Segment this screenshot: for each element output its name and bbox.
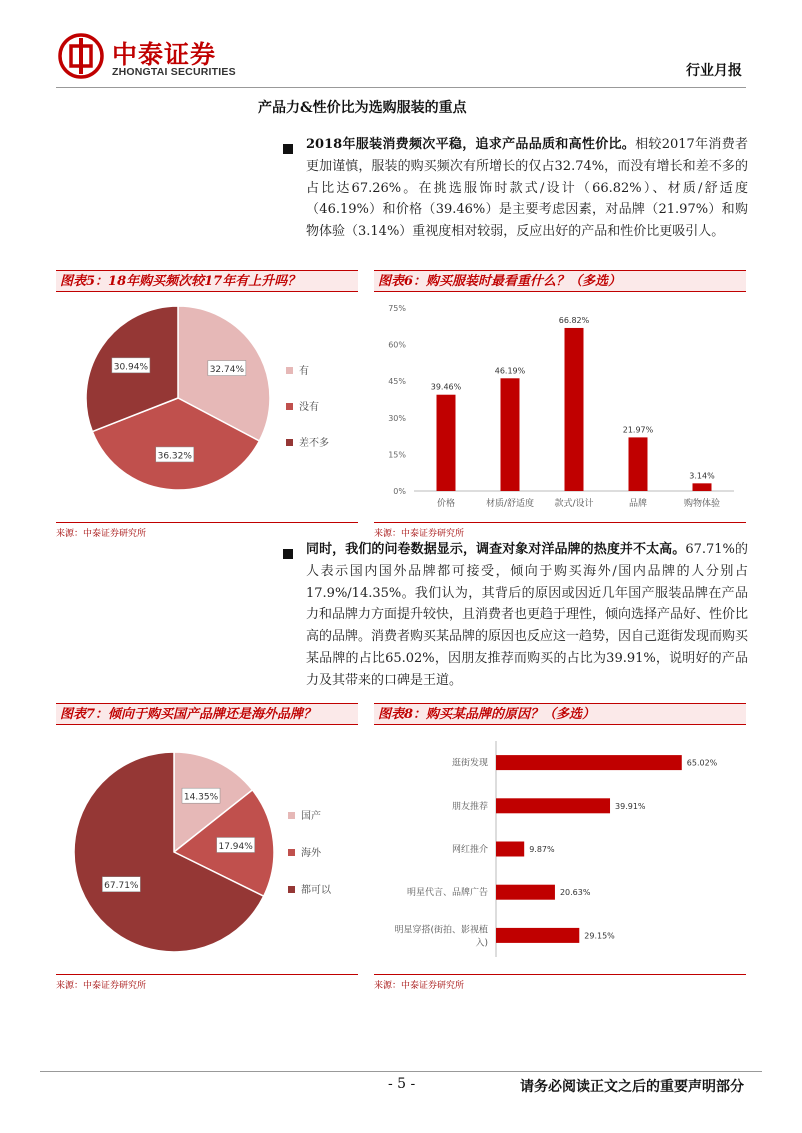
- y-category-label-line: 逛街发现: [451, 758, 488, 769]
- pie-value-label-2: 67.71%: [104, 881, 139, 892]
- paragraph-2: [306, 539, 748, 692]
- y-category-label-3: [407, 886, 488, 898]
- pie-value-label-2: 30.94%: [113, 362, 149, 373]
- disclaimer: 请务必阅读正文之后的重要声明部分: [520, 1079, 744, 1095]
- figure-7-pie-chart: [56, 729, 358, 974]
- bar-value-label-2: 66.82%: [558, 315, 590, 325]
- legend-swatch-1: [286, 403, 293, 410]
- hbar-1: [496, 798, 610, 813]
- y-category-label-line: 网红推介: [451, 845, 488, 855]
- paragraph-1-lead: 2018年服装消费频次平稳，追求产品品质和高性价比。: [306, 137, 636, 152]
- footer-divider: [40, 1071, 762, 1072]
- logo-en-text: ZHONGTAI SECURITIES: [112, 66, 236, 78]
- legend-label-2: 差不多: [299, 438, 329, 449]
- pie-value-label-0: 32.74%: [209, 365, 245, 376]
- bar-value-label-1: 46.19%: [494, 366, 526, 376]
- x-tick-label-3: 品牌: [628, 499, 648, 509]
- figure-6-source: 来源：中泰证券研究所: [374, 522, 746, 538]
- hbar-3: [496, 885, 555, 900]
- legend-swatch-2: [288, 886, 295, 893]
- logo-cn-text: 中泰证券: [112, 40, 217, 69]
- figure-6-bar-chart: [374, 296, 746, 522]
- legend-label-2: 都可以: [301, 885, 331, 896]
- paragraph-2-lead: 同时，我们的问卷数据显示，调查对象对洋品牌的热度并不太高。: [306, 542, 686, 557]
- x-tick-label-0: 价格: [436, 499, 456, 509]
- y-category-label-line: 朋友推荐: [451, 801, 488, 812]
- hbar-value-label-2: 9.87%: [529, 845, 555, 854]
- bar-0: [437, 395, 456, 491]
- legend-swatch-1: [288, 849, 295, 856]
- paragraph-1: [306, 134, 748, 243]
- bar-2: [565, 328, 584, 491]
- zhongtai-logo-icon: [58, 33, 104, 79]
- y-tick-label-5: 75%: [388, 304, 406, 313]
- y-tick-label-0: 0%: [393, 487, 406, 496]
- y-category-label-4: [394, 923, 488, 948]
- report-type: 行业月报: [686, 63, 742, 79]
- bar-value-label-0: 39.46%: [430, 382, 462, 392]
- legend-label-0: 有: [299, 366, 309, 377]
- y-category-label-line: 明星穿搭(街拍、影视植: [394, 925, 488, 936]
- bar-4: [693, 483, 712, 491]
- y-tick-label-2: 30%: [388, 413, 406, 423]
- hbar-value-label-4: 29.15%: [584, 931, 615, 941]
- figure-5-pie-chart: [56, 296, 358, 522]
- figure-6-title: 图表6：购买服装时最看重什么？（多选）: [374, 270, 746, 292]
- hbar-0: [496, 755, 682, 770]
- paragraph-2-body: 67.71%的人表示国内国外品牌都可接受，倾向于购买海外/国内品牌的人分别占17.9%/14.35%。我们认为，其背后的原因或因近几年国产服装品牌在产品力和品牌力方面提升较快，且消费者也更趋于理性，倾向选择产品好、性价比高的品牌。消费者购买某品牌的原因也反应这一趋势，因自己逛街发现而购买某品牌的占比65.02%，因朋友推荐而购买的占比为39.91%，说明好的产品力及其带来的口碑是王道。: [306, 542, 749, 688]
- x-tick-label-2: 款式/设计: [554, 499, 594, 509]
- figure-5-title: 图表5：18年购买频次较17年有上升吗？: [56, 270, 358, 292]
- x-tick-label-1: 材质/舒适度: [485, 499, 535, 509]
- x-tick-label-4: 购物体验: [683, 499, 721, 509]
- bar-3: [629, 437, 648, 491]
- y-category-label-2: [452, 843, 488, 855]
- figure-5-source: 来源：中泰证券研究所: [56, 522, 358, 538]
- hbar-value-label-3: 20.63%: [559, 888, 591, 898]
- bar-value-label-3: 21.97%: [622, 425, 654, 435]
- figure-7-title: 图表7：倾向于购买国产品牌还是海外品牌？: [56, 703, 358, 725]
- y-tick-label-4: 60%: [388, 340, 406, 350]
- legend-swatch-0: [286, 367, 293, 374]
- hbar-value-label-0: 65.02%: [686, 758, 718, 768]
- bar-1: [501, 378, 520, 491]
- pie-value-label-1: 36.32%: [157, 451, 192, 462]
- legend-label-1: 没有: [299, 402, 319, 413]
- figure-8-source: 来源：中泰证券研究所: [374, 974, 746, 990]
- legend-swatch-0: [288, 812, 295, 819]
- y-category-label-0: [452, 757, 488, 769]
- company-logo: [58, 33, 248, 83]
- legend-label-1: 海外: [301, 848, 321, 859]
- figure-7-source: 来源：中泰证券研究所: [56, 974, 358, 990]
- section-title: 产品力&性价比为选购服装的重点: [258, 100, 467, 116]
- y-category-label-1: [452, 800, 488, 812]
- hbar-value-label-1: 39.91%: [615, 801, 646, 811]
- pie-value-label-0: 14.35%: [183, 792, 219, 803]
- y-category-label-line: 明星代言、品牌广告: [406, 888, 488, 899]
- y-tick-label-1: 15%: [388, 450, 406, 460]
- hbar-2: [496, 842, 524, 857]
- pie-value-label-1: 17.94%: [218, 841, 253, 852]
- figure-8-title: 图表8：购买某品牌的原因？（多选）: [374, 703, 746, 725]
- paragraph-1-body: 相较2017年消费者更加谨慎，服装的购买频次有所增长的仅占32.74%，而没有增长和差不多的占比达67.26%。在挑选服饰时款式/设计（66.82%）、材质/舒适度（46.19%）和价格（39.46%）是主要考虑因素，对品牌（21.97%）和购物体验（3.14%）重视度相对较弱，反应出好的产品和性价比更吸引人。: [306, 137, 748, 240]
- page-number: - 5 -: [388, 1076, 416, 1092]
- figure-8-bar-chart: [374, 729, 746, 974]
- bar-value-label-4: 3.14%: [689, 471, 715, 481]
- bullet-square-icon: [283, 549, 293, 559]
- legend-swatch-2: [286, 439, 293, 446]
- y-tick-label-3: 45%: [388, 377, 406, 387]
- hbar-4: [496, 928, 579, 943]
- bullet-square-icon: [283, 144, 293, 154]
- legend-label-0: 国产: [301, 811, 321, 822]
- y-category-label-line: 入): [475, 938, 488, 949]
- header-divider: [56, 87, 746, 88]
